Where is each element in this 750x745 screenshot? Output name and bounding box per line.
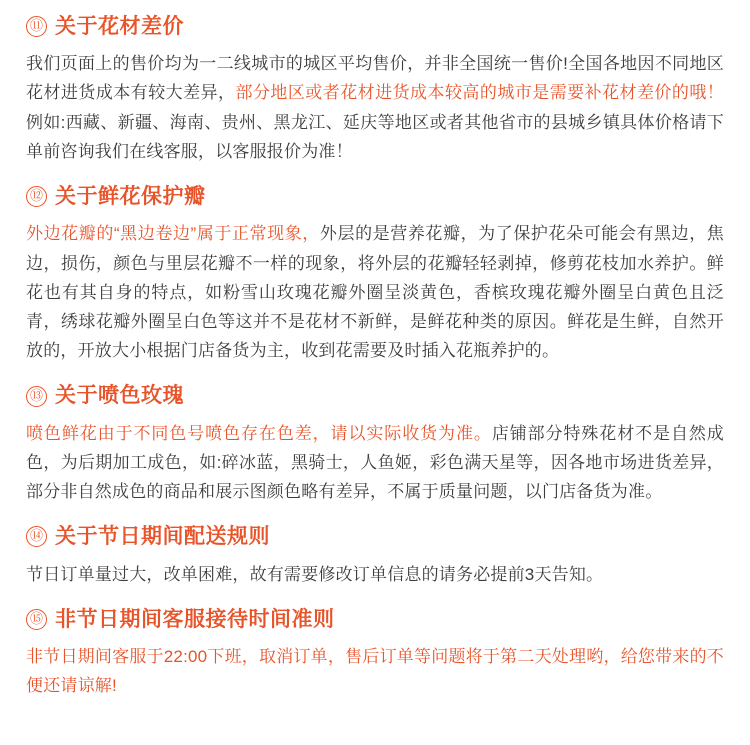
section-header bbox=[26, 14, 724, 39]
body-segment: 外层的是营养花瓣，为了保护花朵可能会有黑边，焦边，损伤，颜色与里层花瓣不一样的现象，将外层的花瓣轻轻剥掉，修剪花枝加水养护。鲜花也有其自身的特点，如粉雪山玫瑰花瓣外圈呈淡黄色，香槟玫瑰花瓣外圈呈白黄色且泛青，绣球花瓣外圈呈白色等这并不是花材不新鲜，是鲜花种类的原因。鲜花是生鲜，自然开放的，开放大小根据门店备货为主，收到花需要及时插入花瓶养护的。 bbox=[26, 224, 724, 361]
section-title: 关于花材差价 bbox=[55, 15, 184, 38]
faq-section-flower-price-difference bbox=[26, 14, 724, 166]
faq-section-protective-petals bbox=[26, 184, 724, 365]
body-segment-highlight: 非节日期间客服于22:00下班，取消订单， bbox=[26, 646, 346, 666]
section-number-badge: ⑭ bbox=[26, 526, 47, 547]
section-header bbox=[26, 184, 724, 209]
body-segment: 我们页面上的售价均为一二线城市的城区平均售价，并非全国统一售价!全国各地因不同地区花材进货成本有较大差异， bbox=[26, 54, 724, 103]
section-title: 关于喷色玫瑰 bbox=[55, 384, 184, 408]
section-body bbox=[26, 419, 724, 507]
body-segment: 节日订单量过大，改单困难，故有需要修改订单信息的请务必提前3天告知。 bbox=[26, 564, 604, 584]
section-number-badge: ⑪ bbox=[26, 16, 47, 37]
body-segment: 例如:西藏、新疆、海南、贵州、黑龙江、延庆等地区或者其他省市的县城乡镇具体价格请下单前咨询我们在线客服，以客服报价为准！ bbox=[26, 112, 724, 161]
body-segment-highlight: ，给您带来的不便还请谅解! bbox=[26, 646, 725, 696]
faq-section-holiday-delivery-rules bbox=[26, 524, 724, 588]
body-segment-highlight: 售后订单等问题将于第二天处理哟 bbox=[345, 646, 604, 666]
body-segment: 店铺部分特殊花材不是自然成色，为后期加工成色，如:碎冰蓝，黑骑士，人鱼姬，彩色满天星等，因各地市场进货差异，部分非自然成色的商品和展示图颜色略有差异，不属于质量问题，以门店备货为准。 bbox=[26, 423, 724, 502]
faq-section-sprayed-roses bbox=[26, 383, 724, 506]
section-title: 非节日期间客服接待时间准则 bbox=[55, 607, 335, 631]
section-body bbox=[26, 219, 724, 365]
body-segment-highlight: 外边花瓣的“黑边卷边”属于正常现象， bbox=[26, 224, 320, 244]
section-body bbox=[26, 560, 724, 589]
section-number-badge: ⑮ bbox=[26, 609, 47, 630]
faq-section-service-hours bbox=[26, 607, 724, 701]
section-number-badge: ⑫ bbox=[26, 186, 47, 207]
body-segment-highlight: 喷色鲜花由于不同色号喷色存在色差，请以实际收货为准。 bbox=[26, 423, 492, 443]
section-title: 关于鲜花保护瓣 bbox=[55, 185, 206, 209]
section-header bbox=[26, 383, 724, 408]
section-header bbox=[26, 524, 724, 549]
section-header bbox=[26, 607, 724, 632]
section-number-badge: ⑬ bbox=[26, 386, 47, 407]
section-body bbox=[26, 49, 724, 166]
body-segment-highlight: 部分地区或者花材进货成本较高的城市是需要补花材差价的哦！ bbox=[235, 83, 724, 103]
section-body bbox=[26, 642, 724, 700]
section-title: 关于节日期间配送规则 bbox=[55, 525, 270, 549]
